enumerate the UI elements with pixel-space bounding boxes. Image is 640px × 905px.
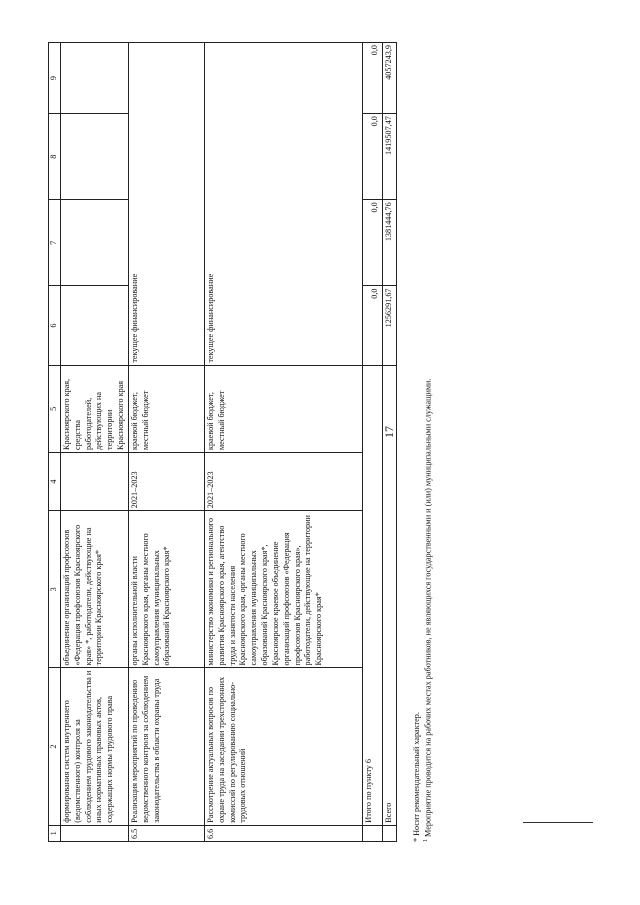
period-cell: 2021–2023: [128, 453, 204, 511]
executors-cell: министерство экономики и регионального развития Красноярского края, агентство труда и занятости населения Красноярского края, органы местного самоуправления муниципальных образований Красноярского края*, Красноярское краевое объединение организаций профсоюзов «Федерация профсоюзов Красноярского края», работодатели, действующие на территории Красноярского края*: [204, 511, 362, 668]
measure-name-cell: формирования систем внутреннего (ведомственного) контроля за соблюдением трудового законодательства и иных нормативных правовых актов, содержащих нормы трудового права: [61, 668, 129, 825]
row-number-cell: [61, 825, 129, 841]
row-number-cell: 6.6: [204, 825, 362, 841]
measure-name-cell: Реализация мероприятий по проведению ведомственного контроля за соблюдением законодательства в области охраны труда: [128, 668, 204, 825]
header-cell: 8: [49, 114, 61, 200]
row-number-cell: [362, 825, 382, 841]
funding-cell: [61, 200, 129, 286]
subtotal-row: [362, 43, 382, 842]
footnote-text: Мероприятие проводится на рабочих местах работников, не являющихся государственными и (или) муниципальными служащими.: [423, 378, 433, 837]
header-cell: 6: [49, 286, 61, 365]
grand-total-label: Всего: [382, 365, 396, 825]
table-row: [204, 43, 362, 842]
measure-name-cell: Рассмотрение актуальных вопросов по охране труда на заседании трехсторонних комиссий по регулированию социально-трудовых отношений: [204, 668, 362, 825]
period-cell: [61, 453, 129, 511]
footnote: * Носит рекомендательный характер.: [412, 712, 421, 842]
executors-cell: объединение организаций профсоюзов «Федерация профсоюзов Красноярского края» *, работодатели, действующие на территории Красноярского края*: [61, 511, 129, 668]
source-cell: краевой бюджет, местный бюджет: [204, 365, 362, 452]
value-cell: 4057243,9: [382, 43, 396, 114]
value-cell: 1381444,76: [382, 200, 396, 286]
value-cell: 0,0: [362, 200, 382, 286]
row-number-cell: 6.5: [128, 825, 204, 841]
funding-cell: текущее финансирование: [204, 43, 362, 366]
value-cell: 1256291,67: [382, 286, 396, 365]
source-cell: Красноярского края, средства работодателей, действующих на территории Красноярского края: [61, 365, 129, 452]
subtotal-label: Итого по пункту 6: [362, 365, 382, 825]
grand-total-row: [382, 43, 396, 842]
header-cell: 7: [49, 200, 61, 286]
footnote: [422, 42, 434, 842]
continuation-row: [61, 43, 129, 842]
executors-cell: органы исполнительной власти Красноярского края, органы местного самоуправления муниципальных образований Красноярского края*: [128, 511, 204, 668]
page-number: 17: [382, 426, 396, 438]
value-cell: 1419507,47: [382, 114, 396, 200]
funding-cell: [61, 43, 129, 114]
source-cell: краевой бюджет, местный бюджет: [128, 365, 204, 452]
header-cell: 4: [49, 453, 61, 511]
divider: [523, 822, 593, 823]
measures-table: [48, 42, 397, 842]
header-row: [49, 43, 61, 842]
header-cell: 1: [49, 825, 61, 841]
header-cell: 2: [49, 668, 61, 825]
header-cell: 3: [49, 511, 61, 668]
header-cell: 5: [49, 365, 61, 452]
value-cell: 0,0: [362, 43, 382, 114]
value-cell: 0,0: [362, 286, 382, 365]
table-row: [128, 43, 204, 842]
footnote-mark: 1: [423, 839, 430, 842]
value-cell: 0,0: [362, 114, 382, 200]
funding-cell: [61, 114, 129, 200]
rotated-table-page: [48, 42, 433, 842]
row-number-cell: [382, 825, 396, 841]
period-cell: 2021–2023: [204, 453, 362, 511]
funding-cell: текущее финансирование: [128, 43, 204, 366]
footnotes: [411, 42, 434, 842]
header-cell: 9: [49, 43, 61, 114]
funding-cell: [61, 286, 129, 365]
